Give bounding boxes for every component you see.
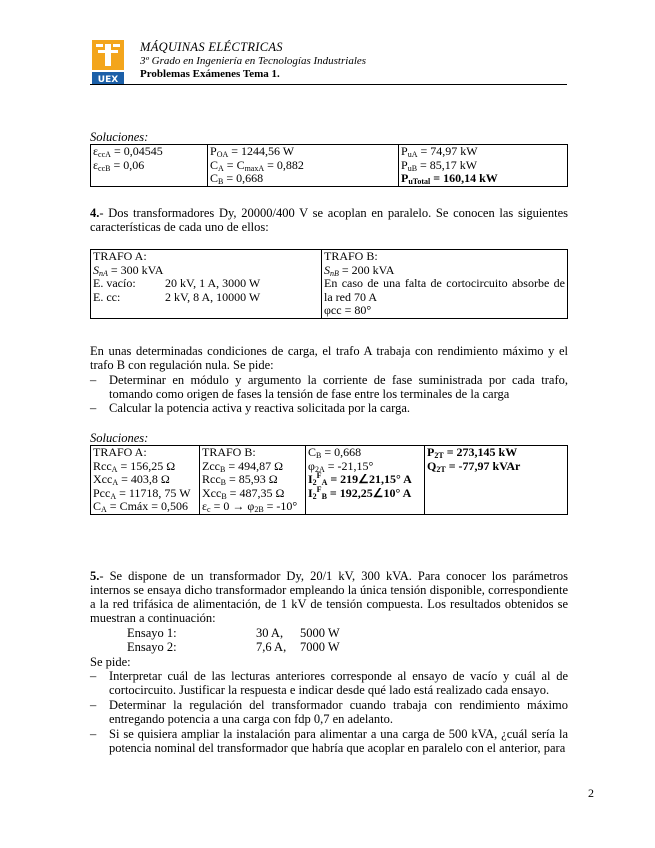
trafo-b-spec: [322, 250, 568, 319]
test-1-power: 5000 W: [300, 626, 340, 640]
problem-4-body: En unas determinadas condiciones de carga, el trafo A trabaja con rendimiento máximo y el trafo B con regulación nula. Se pide:: [90, 344, 568, 372]
logo-text: UEX: [97, 75, 119, 84]
problem-5-ask: Se pide:: [90, 655, 131, 669]
problem-5-intro: 5.- Se dispone de un transformador Dy, 20/1 kV, 300 kVA. Para conocer los parámetros internos se ensaya dicho transformador empleando la única tensión disponible, correspondiente a la red trifásica de alimentación, de 1 kV de tensión compuesta. Los resultados obtenidos se muestran a continuación:: [90, 569, 568, 625]
solutions-label-2: Soluciones:: [90, 431, 149, 445]
sol2-q2t: $Q_{2T} = -77,97$ kVAr: [427, 458, 521, 474]
sol2-pcca: Pcc$_A$ = 11718, 75 W: [93, 485, 191, 501]
problem-4-intro: 4.- Dos transformadores Dy, 20000/400 V se acoplan en paralelo. Se conocen las siguientes características de cada uno de ellos:: [90, 206, 568, 234]
trafo-a-title: TRAFO A:: [93, 249, 147, 263]
sol2-xcca: Xcc$_A$ = 403,8 Ω: [93, 472, 170, 487]
trafo-b-phicc: φcc = 80°: [324, 303, 372, 317]
problem-5-item-3: – Si se quisiera ampliar la instalación para alimentar a una carga de 500 kVA, ¿cuál sería la potencia nominal del transformador que habría que acoplar en paralelo con el anterior, para: [90, 727, 568, 755]
header-rule: [90, 84, 567, 85]
sol2-xccb: Xcc$_B$ = 487,35 Ω: [202, 485, 285, 501]
page-number: 2: [588, 786, 594, 800]
sol2-col1: [91, 446, 200, 515]
sol1-col2: [208, 145, 399, 187]
test-1-current: 30 A,: [256, 626, 284, 640]
sol2-col3: [306, 446, 425, 515]
sol2-col4: [425, 446, 568, 515]
trafo-a-vacio: E. vacío: 20 kV, 1 A, 3000 W: [93, 276, 261, 290]
sol1-poa: $P_{OA} = 1244,56$ W: [210, 144, 295, 159]
solutions-table-1: [90, 144, 568, 187]
sol1-col3: [399, 145, 568, 187]
trafo-a-cc: E. cc: 2 kV, 8 A, 10000 W: [93, 289, 261, 304]
sol1-pua: $P_{uA} = 74,97$ kW: [401, 144, 478, 159]
sol1-putotal: $P_{uTotal} = 160,14$ kW: [401, 171, 498, 186]
sol2-rcca: Rcc$_A$ = 156,25 Ω: [93, 458, 176, 474]
solutions-label-1: Soluciones:: [90, 130, 149, 144]
header-subtitle: 3º Grado en Ingeniería en Tecnologías Industriales: [140, 55, 367, 67]
sol1-ca: $C_A = C_{maxA} = 0,882$: [210, 157, 304, 173]
test-1-name: Ensayo 1:: [127, 626, 177, 640]
sol2-phi2a: $\varphi_{2A} = -21,15^\circ$: [308, 458, 374, 474]
test-2-current: 7,6 A,: [256, 640, 287, 654]
sol2-cb: $C_B = 0,668$: [308, 445, 362, 460]
trafo-b-falta: En caso de una falta de cortocircuito absorbe de la red 70 A: [324, 276, 565, 304]
trafo-b-sn: $S_{nB} = 200$ kVA: [324, 262, 395, 278]
sol1-eccA: $\varepsilon_{ccA} = 0,04545$: [93, 144, 163, 159]
header-section: Problemas Exámenes Tema 1.: [140, 68, 280, 80]
header-title: MÁQUINAS ELÉCTRICAS: [140, 40, 283, 54]
trafo-a-spec: [91, 250, 322, 319]
sol2-ca: $C_A$ = Cmáx = 0,506: [93, 499, 188, 514]
sol2-p2t: $P_{2T} = 273,145$ kW: [427, 445, 518, 460]
sol1-eccB: $\varepsilon_{ccB} = 0,06$: [93, 157, 145, 173]
sol1-pub: $P_{uB} = 85,17$ kW: [401, 157, 478, 173]
trafo-a-sn: $S_{nA} = 300$ kVA: [93, 262, 164, 278]
sol2-rccb: Rcc$_B$ = 85,93 Ω: [202, 472, 278, 487]
sol1-col1: [91, 145, 208, 187]
sol2-i2fb: $I_2^F_B$ = 192,25∠10° A: [308, 484, 412, 501]
sol2-i2fa: $I_2^F_A$ = 219∠21,15° A: [308, 471, 412, 487]
sol2-ec: $\varepsilon_c = 0 \to \varphi_{2B} = -10^\circ$: [202, 499, 298, 514]
sol2-col2: [200, 446, 306, 515]
trafo-spec-table: [90, 249, 568, 319]
sol2-trafo-b-title: TRAFO B:: [202, 445, 256, 459]
solutions-table-2: [90, 445, 568, 515]
test-2-power: 7000 W: [300, 640, 340, 654]
sol2-zccb: Zcc$_B$ = 494,87 Ω: [202, 458, 284, 474]
problem-4-item-2: – Calcular la potencia activa y reactiva solicitada por la carga.: [90, 401, 411, 415]
problem-5-item-2: – Determinar la regulación del transformador cuando trabaja con rendimiento máximo entregando potencia a una carga con fdp 0,7 en adelanto.: [90, 698, 568, 726]
uex-logo: [92, 40, 124, 84]
test-2-name: Ensayo 2:: [127, 640, 177, 654]
problem-4-item-1: – Determinar en módulo y argumento la corriente de fase suministrada por cada trafo, tomando como origen de fases la tensión de fase entre los terminales de la carga: [90, 373, 568, 401]
problem-5-item-1: – Interpretar cuál de las lecturas anteriores corresponde al ensayo de vacío y cuál al de cortocircuito. Justificar la respuesta e indicar desde qué lado está realizado cada ensayo.: [90, 669, 568, 697]
sol2-trafo-a-title: TRAFO A:: [93, 445, 147, 459]
trafo-b-title: TRAFO B:: [324, 249, 378, 263]
sol1-cb: $C_B = 0,668$: [210, 171, 264, 186]
